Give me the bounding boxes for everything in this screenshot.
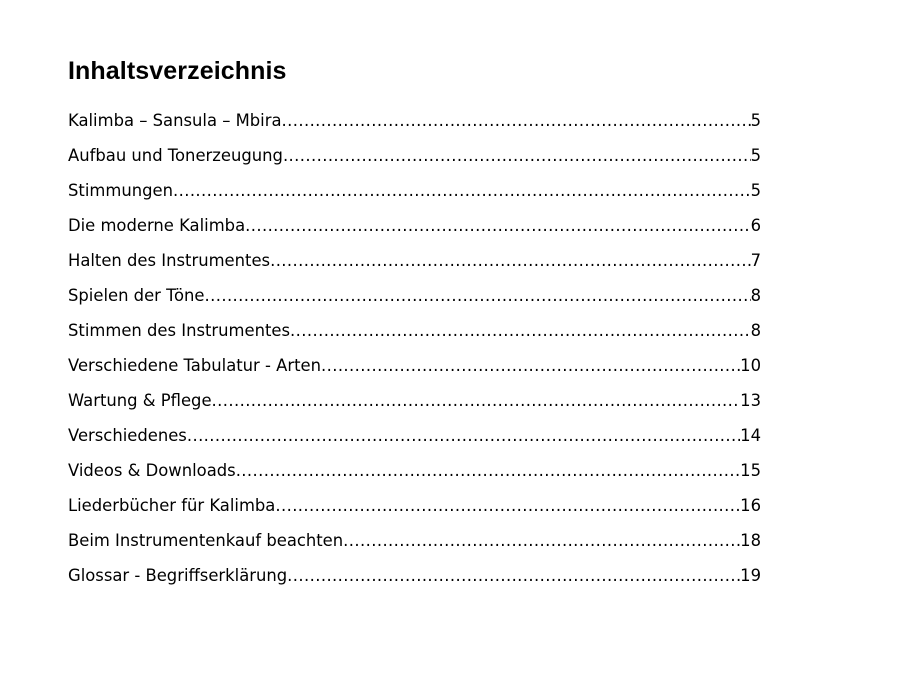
toc-entry-page: 8 <box>750 286 761 305</box>
toc-entry-page: 16 <box>740 496 761 515</box>
toc-entry-label: Stimmen des Instrumentes <box>68 321 291 340</box>
toc-dot-leader <box>205 281 751 311</box>
toc-entry[interactable] <box>68 176 761 211</box>
toc-title: Inhaltsverzeichnis <box>68 57 287 85</box>
toc-entry-page: 5 <box>750 111 761 130</box>
toc-entry-label: Halten des Instrumentes <box>68 251 271 270</box>
toc-entry[interactable] <box>68 351 761 386</box>
toc-entry[interactable] <box>68 456 761 491</box>
toc-entry-page: 5 <box>750 146 761 165</box>
toc-entry-label: Verschiedenes <box>68 426 187 445</box>
toc-entry-page: 19 <box>740 566 761 585</box>
toc-entry-page: 15 <box>740 461 761 480</box>
toc-entry-label: Liederbücher für Kalimba <box>68 496 276 515</box>
toc-entry[interactable] <box>68 246 761 281</box>
toc-dot-leader <box>283 141 751 171</box>
toc-dot-leader <box>290 316 751 346</box>
toc-entry-page: 8 <box>750 321 761 340</box>
toc-dot-leader <box>343 526 740 556</box>
toc-dot-leader <box>321 351 740 381</box>
toc-entry[interactable] <box>68 561 761 596</box>
toc-entry-label: Glossar - Begriffserklärung <box>68 566 288 585</box>
toc-entry[interactable] <box>68 421 761 456</box>
toc-entry-page: 18 <box>740 531 761 550</box>
toc-entry-label: Spielen der Töne <box>68 286 205 305</box>
toc-list <box>68 106 761 596</box>
toc-entry[interactable] <box>68 316 761 351</box>
toc-dot-leader <box>282 106 751 136</box>
toc-entry-page: 14 <box>740 426 761 445</box>
toc-entry-page: 6 <box>750 216 761 235</box>
toc-entry-page: 13 <box>740 391 761 410</box>
toc-entry[interactable] <box>68 281 761 316</box>
toc-entry-page: 7 <box>750 251 761 270</box>
toc-entry[interactable] <box>68 211 761 246</box>
toc-dot-leader <box>287 561 740 591</box>
toc-dot-leader <box>173 176 751 206</box>
toc-entry[interactable] <box>68 141 761 176</box>
toc-dot-leader <box>245 211 750 241</box>
toc-dot-leader <box>187 421 740 451</box>
toc-entry[interactable] <box>68 491 761 526</box>
toc-entry[interactable] <box>68 106 761 141</box>
toc-dot-leader <box>275 491 740 521</box>
toc-dot-leader <box>236 456 740 486</box>
toc-entry[interactable] <box>68 386 761 421</box>
toc-entry-page: 10 <box>740 356 761 375</box>
toc-dot-leader <box>270 246 750 276</box>
toc-dot-leader <box>212 386 741 416</box>
toc-entry[interactable] <box>68 526 761 561</box>
toc-entry-label: Aufbau und Tonerzeugung <box>68 146 283 165</box>
toc-entry-page: 5 <box>750 181 761 200</box>
toc-entry-label: Beim Instrumentenkauf beachten <box>68 531 344 550</box>
toc-entry-label: Videos & Downloads <box>68 461 236 480</box>
toc-entry-label: Stimmungen <box>68 181 173 200</box>
toc-entry-label: Die moderne Kalimba <box>68 216 246 235</box>
toc-entry-label: Kalimba – Sansula – Mbira <box>68 111 282 130</box>
toc-entry-label: Verschiedene Tabulatur - Arten <box>68 356 321 375</box>
toc-entry-label: Wartung & Pflege <box>68 391 212 410</box>
